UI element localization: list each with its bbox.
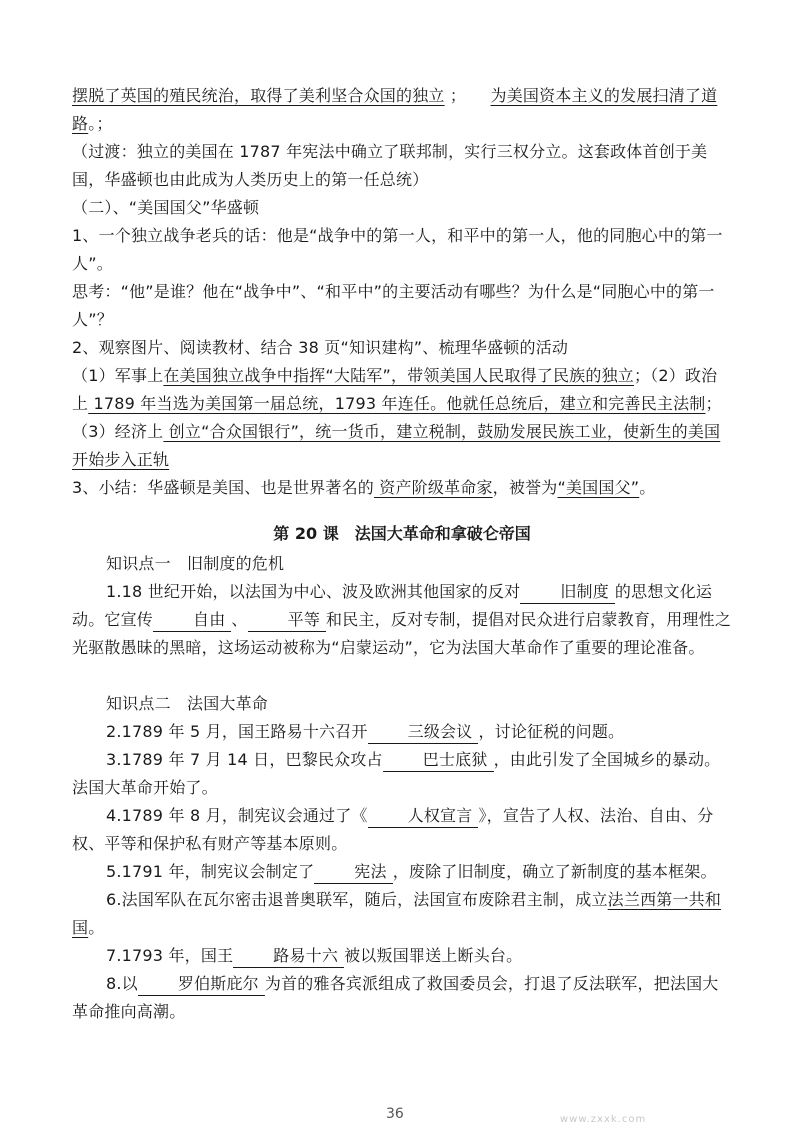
enlightenment-post: 和民主，反对专制，提倡对民众进行启蒙教育，用理性之光驱散愚昧的黑暗，这场运动被称为“启蒙运动”，它为法国大革命作了重要的理论准备。 — [72, 610, 732, 657]
significance-answer-1: 摆脱了英国的殖民统治，取得了美利坚合众国的独立 — [72, 86, 445, 105]
item-text-post: 被以叛国罪送上断头台。 — [344, 946, 523, 965]
item-text-post: 》，宣告了人权、法治、自由、分权、平等和保护私有财产等基本原则。 — [72, 806, 714, 853]
transition-note: （过渡：独立的美国在 1787 年宪法中确立了联邦制，实行三权分立。这套政体首创于美国，华盛顿也由此成为人类历史上的第一任总统） — [72, 142, 708, 189]
item-text: 7.1793 年，国王 — [106, 946, 234, 965]
military-label: （1）军事上 — [72, 366, 164, 385]
summary-answer-revolutionary: 资产阶级革命家 — [373, 478, 493, 497]
blank-louis: 路易十六 — [233, 945, 344, 968]
item-execution — [72, 942, 732, 970]
blank-first-republic: 法兰西第一共和国 — [72, 890, 722, 937]
lesson-20-title: 第 20 课 法国大革命和拿破仑帝国 — [273, 524, 531, 543]
washington-activities — [72, 362, 732, 474]
item-text: 2.1789 年 5 月，国王路易十六召开 — [106, 722, 368, 741]
page-number: 36 — [386, 1106, 404, 1120]
enlightenment-text: 1.18 世纪开始，以法国为中心、波及欧洲其他国家的反对 — [106, 582, 521, 601]
blank-estates-general: 三级会议 — [368, 721, 479, 744]
item-text: 5.1791 年，制宪议会制定了 — [106, 862, 315, 881]
spacer — [72, 662, 732, 690]
politics-answer: 1789 年当选为美国第一届总统，1793 年连任。他就任总统后，建立和完善民主法制 — [88, 394, 706, 413]
independence-significance — [72, 82, 732, 138]
sep: 、 — [231, 610, 248, 629]
item-estates-general — [72, 718, 732, 746]
item-text: 3.1789 年 7 月 14 日，巴黎民众攻占 — [106, 750, 383, 769]
washington-summary — [72, 474, 732, 502]
summary-answer-founding-father: “美国国父” — [557, 478, 640, 497]
item-text-post: ，废除了旧制度，确立了新制度的基本框架。 — [392, 862, 717, 881]
section-washington-title: （二）、“美国国父”华盛顿 — [72, 198, 260, 217]
blank-bastille: 巴士底狱 — [383, 749, 494, 772]
military-end: ；（2） — [633, 366, 685, 385]
separator: ； — [444, 86, 459, 105]
think-question: 思考：“他”是谁？他在“战争中”、“和平中”的主要活动有哪些？为什么是“同胞心中的第一人”？ — [72, 282, 715, 329]
item-text: 4.1789 年 8 月，制宪议会通过了《 — [106, 806, 368, 825]
watermark: www.zxxk.com — [560, 1114, 647, 1125]
item-text-post: ，讨论征税的问题。 — [478, 722, 625, 741]
worksheet-page — [72, 82, 732, 1026]
enlightenment-mid: 的思想文化运动。它宣传 — [72, 582, 713, 629]
item-text-post: 为首的雅各宾派组成了救国委员会，打退了反法联军，把法国大革命推向高潮。 — [72, 974, 719, 1021]
blank-robespierre: 罗伯斯庇尔 — [138, 973, 265, 996]
military-answer: 在美国独立战争中指挥“大陆军”，带领美国人民取得了民族的独立 — [163, 366, 634, 385]
blank-old-regime: 旧制度 — [520, 581, 615, 604]
item-bastille — [72, 746, 732, 802]
knowledge-point-1-title: 知识点一 旧制度的危机 — [106, 554, 285, 573]
economy-label: ；（3）经济上 — [72, 394, 722, 441]
activity-instruction: 2、观察图片、阅读教材、结合 38 页“知识建构”、梳理华盛顿的活动 — [72, 338, 569, 357]
item-robespierre — [72, 970, 732, 1026]
significance-answer-2: 为美国资本主义的发展扫清了道路 — [72, 86, 718, 133]
item-first-republic — [72, 886, 732, 942]
line-end: 。； — [88, 114, 113, 133]
blank-freedom: 自由 — [153, 609, 231, 632]
summary-mid: ，被誉为 — [492, 478, 558, 497]
enlightenment-item — [72, 578, 732, 662]
item-constitution — [72, 858, 732, 886]
knowledge-point-2-title: 知识点二 法国大革命 — [106, 694, 269, 713]
politics-label: 政治上 — [72, 366, 718, 413]
item-text: 8.以 — [106, 974, 138, 993]
blank-declaration: 人权宣言 — [368, 805, 479, 828]
blank-constitution: 宪法 — [314, 861, 392, 884]
economy-answer: 创立“合众国银行”，统一货币，建立税制，鼓励发展民族工业，使新生的美国开始步入正轨 — [72, 422, 721, 469]
blank-equality: 平等 — [248, 609, 326, 632]
item-text-post: 。 — [88, 918, 105, 937]
summary-end: 。 — [639, 478, 656, 497]
veteran-quote: 1、一个独立战争老兵的话：他是“战争中的第一人，和平中的第一人，他的同胞心中的第一人”。 — [72, 226, 723, 273]
summary-text: 3、小结：华盛顿是美国、也是世界著名的 — [72, 478, 374, 497]
item-text-post: ，由此引发了全国城乡的暴动。法国大革命开始了。 — [72, 750, 721, 797]
item-declaration — [72, 802, 732, 858]
item-text: 6.法国军队在瓦尔密击退普奥联军，随后，法国宣布废除君主制，成立 — [106, 890, 608, 909]
